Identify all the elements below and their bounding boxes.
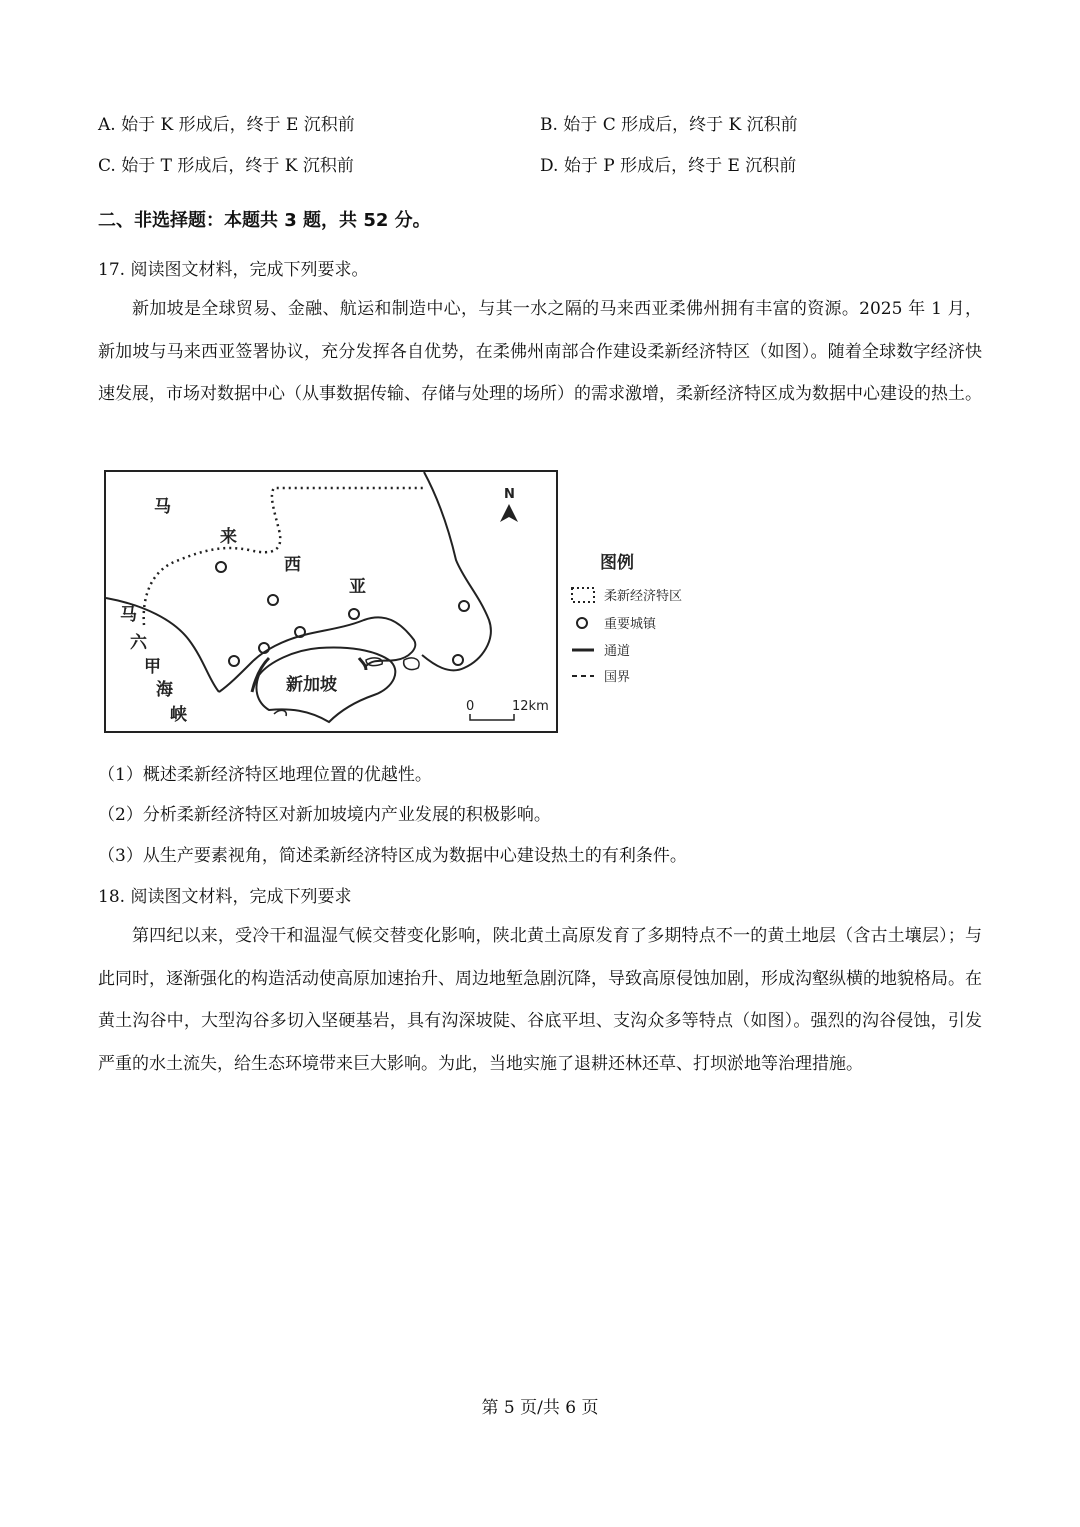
strait-label-1: 马 bbox=[120, 605, 137, 625]
legend-zone-icon bbox=[572, 588, 594, 602]
north-arrow-icon bbox=[500, 504, 518, 522]
strait-label-3: 甲 bbox=[144, 657, 161, 677]
option-c: C. 始于 T 形成后，终于 K 沉积前 bbox=[98, 156, 354, 176]
option-d: D. 始于 P 形成后，终于 E 沉积前 bbox=[540, 156, 797, 176]
strait-label-2: 六 bbox=[130, 633, 147, 653]
question-17-sub-1: （1）概述柔新经济特区地理位置的优越性。 bbox=[98, 765, 432, 785]
town-marker bbox=[453, 655, 463, 665]
question-18-passage: 第四纪以来，受冷干和温湿气候交替变化影响，陕北黄土高原发育了多期特点不一的黄土地层（含古土壤层）；与此同时，逐渐强化的构造活动使高原加速抬升、周边地堑急剧沉降，导致高原侵蚀加剧，形成沟壑纵横的地貌格局。在黄土沟谷中，大型沟谷多切入坚硬基岩，具有沟深坡陡、谷底平坦、支沟众多等特点（如图）。强烈的沟谷侵蚀，引发严重的水土流失，给生态环境带来巨大影响。为此，当地实施了退耕还林还草、打坝淤地等治理措施。 bbox=[98, 926, 982, 1075]
singapore-label: 新加坡 bbox=[286, 675, 337, 695]
legend-road: 通道 bbox=[604, 644, 631, 659]
legend-border: 国界 bbox=[604, 670, 631, 685]
section-heading: 二、非选择题：本题共 3 题，共 52 分。 bbox=[98, 210, 431, 231]
town-marker bbox=[349, 609, 359, 619]
scale-bar bbox=[470, 714, 514, 720]
option-a: A. 始于 K 形成后，终于 E 沉积前 bbox=[98, 115, 355, 135]
option-b: B. 始于 C 形成后，终于 K 沉积前 bbox=[540, 115, 798, 135]
map-label-ya: 亚 bbox=[349, 577, 366, 597]
town-marker bbox=[216, 562, 226, 572]
scale-zero: 0 bbox=[466, 699, 475, 714]
scale-km: 12km bbox=[512, 699, 549, 714]
question-18-title: 18. 阅读图文材料，完成下列要求 bbox=[98, 887, 352, 907]
strait-label-4: 海 bbox=[156, 680, 173, 700]
north-label: N bbox=[504, 487, 515, 502]
map-label-xi: 西 bbox=[284, 555, 301, 575]
legend-town: 重要城镇 bbox=[604, 617, 657, 632]
question-17-title: 17. 阅读图文材料，完成下列要求。 bbox=[98, 260, 369, 280]
legend-town-icon bbox=[577, 618, 587, 628]
map-label-lai: 来 bbox=[220, 527, 237, 547]
town-marker bbox=[229, 656, 239, 666]
legend-zone: 柔新经济特区 bbox=[604, 589, 683, 604]
question-17-passage: 新加坡是全球贸易、金融、航运和制造中心，与其一水之隔的马来西亚柔佛州拥有丰富的资源。2025 年 1 月，新加坡与马来西亚签署协议，充分发挥各自优势，在柔佛州南部合作建设柔新经济特区（如图）。随着全球数字经济快速发展，市场对数据中心（从事数据传输、存储与处理的场所）的需求激增，柔新经济特区成为数据中心建设的热土。 bbox=[98, 299, 982, 405]
strait-label-5: 峡 bbox=[170, 705, 187, 725]
page-footer: 第 5 页/共 6 页 bbox=[481, 1398, 599, 1418]
johor-singapore-map bbox=[104, 470, 714, 734]
town-marker bbox=[459, 601, 469, 611]
question-17-sub-2: （2）分析柔新经济特区对新加坡境内产业发展的积极影响。 bbox=[98, 805, 551, 825]
legend-title: 图例 bbox=[600, 553, 634, 573]
town-marker bbox=[268, 595, 278, 605]
map-label-ma: 马 bbox=[154, 497, 171, 517]
question-17-sub-3: （3）从生产要素视角，简述柔新经济特区成为数据中心建设热土的有利条件。 bbox=[98, 846, 687, 866]
